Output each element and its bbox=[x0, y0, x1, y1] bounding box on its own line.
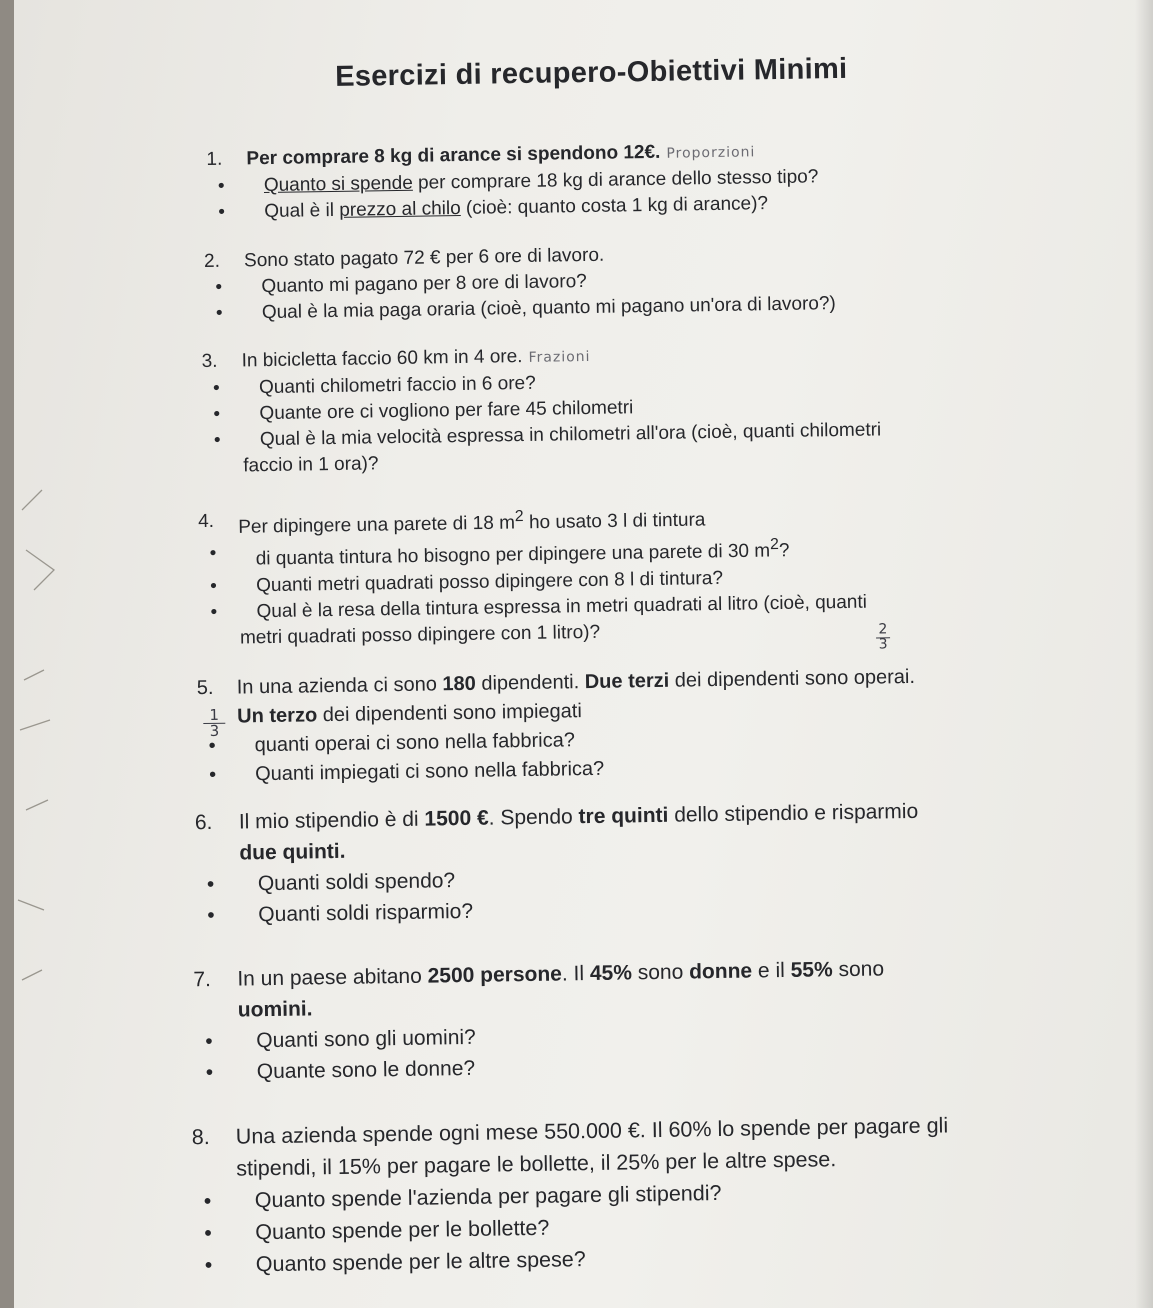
handwritten-fraction bbox=[876, 623, 890, 651]
exercise-number: 2. bbox=[203, 250, 221, 272]
handwritten-side-fraction bbox=[203, 705, 225, 740]
statement-continuation: stipendi, il 15% per pagare le bollette, il 25% per le altre spese. bbox=[236, 1147, 837, 1181]
bullet-dot: • bbox=[208, 763, 217, 786]
question-text: Quanti impiegati ci sono nella fabbrica? bbox=[254, 757, 605, 786]
exercise-number: 5. bbox=[196, 676, 214, 700]
question-text: Quanti soldi spendo? bbox=[257, 869, 456, 896]
bullet-dot: • bbox=[204, 1220, 213, 1246]
exercise-number: 4. bbox=[197, 510, 215, 533]
exercise-statement: In una azienda ci sono 180 dipendenti. Due terzi dei dipendenti sono operai. bbox=[236, 665, 916, 699]
bullet-dot: • bbox=[210, 601, 218, 623]
question-continuation: faccio in 1 ora)? bbox=[243, 453, 379, 477]
exercise-statement: In un paese abitano 2500 persone. Il 45% sono donne e il 55% sono bbox=[237, 957, 885, 991]
bullet-dot: • bbox=[205, 1060, 214, 1085]
fraction-numerator: 2 bbox=[878, 621, 888, 638]
bullet-dot: • bbox=[207, 903, 215, 928]
bullet-dot: • bbox=[209, 575, 217, 597]
bullet-dot: • bbox=[203, 1188, 212, 1214]
question-text: Qual è la resa della tintura espressa in metri quadrati al litro (cioè, quanti bbox=[256, 591, 868, 622]
exercise-substatement: Un terzo dei dipendenti sono impiegati bbox=[237, 700, 582, 728]
bullet-dot: • bbox=[215, 276, 223, 298]
bullet-dot: • bbox=[213, 429, 221, 451]
question-text: quanti operai ci sono nella fabbrica? bbox=[254, 729, 576, 757]
question-text: di quanta tintura ho bisogno per dipingere una parete di 30 $m^2$? bbox=[255, 536, 790, 570]
question-text: Quanto mi pagano per 8 ore di lavoro? bbox=[261, 270, 587, 298]
bullet-dot: • bbox=[204, 1252, 213, 1278]
exercise-number: 6. bbox=[194, 810, 213, 835]
exercise-number: 7. bbox=[193, 967, 212, 992]
fraction-numerator: 1 bbox=[209, 705, 220, 724]
superscript: 2 bbox=[769, 536, 779, 554]
exercise-2 bbox=[204, 239, 836, 327]
exercise-8 bbox=[192, 1109, 951, 1281]
bullet-dot: • bbox=[206, 872, 215, 897]
worksheet-sheet bbox=[14, 0, 1153, 1308]
exercise-statement: Per comprare 8 kg di arance si spendono 12€. bbox=[246, 141, 661, 170]
exercise-statement: Sono stato pagato 72 € per 6 ore di lavoro. bbox=[243, 244, 605, 272]
exercise-statement: In bicicletta faccio 60 km in 4 ore. bbox=[241, 346, 523, 372]
bullet-dot: • bbox=[209, 543, 217, 565]
exercise-statement: Per dipingere una parete di 18 $m^2$ ho usato 3 l di tintura bbox=[238, 508, 706, 538]
exercise-number: 1. bbox=[206, 148, 223, 170]
exercise-number: 8. bbox=[191, 1125, 210, 1150]
margin-scribbles bbox=[14, 480, 74, 1040]
bullet-dot: • bbox=[205, 1029, 213, 1054]
page-edge-shadow bbox=[1135, 0, 1153, 1308]
bullet-dot: • bbox=[208, 734, 216, 757]
question-text: Quanti soldi risparmio? bbox=[258, 899, 474, 927]
statement-continuation: uomini. bbox=[237, 997, 313, 1022]
question-text: Quanto spende per le altre spese? bbox=[255, 1247, 586, 1277]
bullet-dot: • bbox=[215, 302, 223, 324]
question-text: Quanto spende l'azienda per pagare gli stipendi? bbox=[254, 1180, 722, 1213]
bullet-dot: • bbox=[212, 377, 220, 399]
question-text: Quanti metri quadrati posso dipingere con 8 l di tintura? bbox=[255, 567, 724, 596]
fraction-denominator: 3 bbox=[878, 636, 888, 653]
bullet-dot: • bbox=[217, 175, 225, 197]
exercise-statement: Una azienda spende ogni mese 550.000 €. Il 60% lo spende per pagare gli bbox=[235, 1113, 949, 1149]
exercise-3 bbox=[201, 338, 881, 480]
worksheet-page bbox=[14, 0, 1153, 1308]
question-text: Qual è la mia paga oraria (cioè, quanto mi pagano un'ora di lavoro?) bbox=[261, 293, 836, 324]
handwritten-note: Proporzioni bbox=[666, 144, 756, 162]
exercise-1 bbox=[206, 137, 819, 226]
exercise-5 bbox=[197, 663, 917, 790]
question-text: Quanto spende per le bollette? bbox=[255, 1215, 550, 1245]
question-text: Quante sono le donne? bbox=[256, 1056, 476, 1084]
question-text: Quanti chilometri faccio in 6 ore? bbox=[258, 372, 536, 399]
underlined-phrase: Quanto si spende bbox=[263, 172, 413, 197]
question-text: Quante ore ci vogliono per fare 45 chilometri bbox=[259, 397, 634, 425]
exercise-statement: Il mio stipendio è di 1500 €. Spendo tre quinti dello stipendio e risparmio bbox=[238, 799, 919, 834]
question-text: Qual è il prezzo al chilo (cioè: quanto costa 1 kg di arance)? bbox=[264, 193, 769, 223]
question-continuation: metri quadrati posso dipingere con 1 litro)? bbox=[239, 621, 601, 649]
bullet-dot: • bbox=[218, 201, 226, 223]
bullet-dot: • bbox=[213, 403, 221, 425]
exercise-7 bbox=[193, 953, 886, 1088]
exercise-text bbox=[241, 343, 590, 375]
superscript: 2 bbox=[514, 508, 524, 526]
exercise-6 bbox=[195, 796, 920, 931]
question-text: Quanti sono gli uomini? bbox=[256, 1025, 476, 1053]
exercise-4 bbox=[198, 499, 868, 652]
exercise-number: 3. bbox=[201, 350, 218, 373]
question-text: Qual è la mia velocità espressa in chilometri all'ora (cioè, quanti chilometri bbox=[259, 419, 882, 451]
underlined-phrase: prezzo al chilo bbox=[339, 197, 461, 221]
question-text: Quanto si spende per comprare 18 kg di arance dello stesso tipo? bbox=[263, 166, 819, 197]
handwritten-note: Frazioni bbox=[528, 348, 591, 366]
fraction-denominator: 3 bbox=[209, 721, 220, 740]
statement-continuation: due quinti. bbox=[239, 839, 346, 865]
page-title: Esercizi di recupero-Obiettivi Minimi bbox=[334, 52, 848, 93]
